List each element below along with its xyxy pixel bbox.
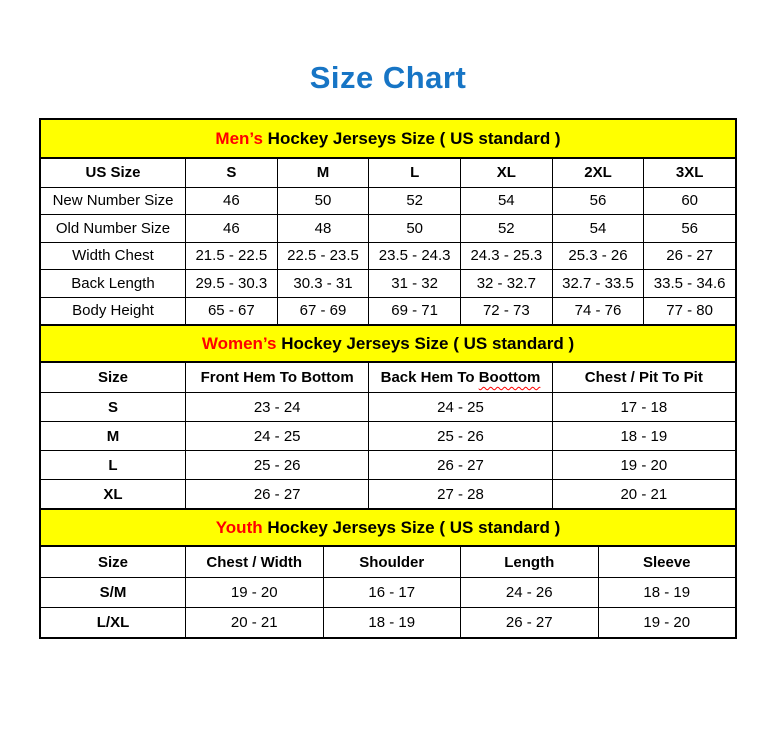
column-header: M xyxy=(277,159,369,187)
table-cell: 26 - 27 xyxy=(185,480,368,508)
section-highlight-youth: Youth xyxy=(215,517,263,537)
mens-table-row xyxy=(41,187,735,215)
table-cell: 25 - 26 xyxy=(368,422,551,450)
column-header: Chest / Pit To Pit xyxy=(552,363,735,392)
section-highlight-womens: Women’s xyxy=(201,333,277,353)
youth-table-row xyxy=(41,607,735,637)
table-cell: 19 - 20 xyxy=(552,451,735,479)
table-cell: 18 - 19 xyxy=(552,422,735,450)
table-cell: 18 - 19 xyxy=(598,578,736,607)
table-cell: 32.7 - 33.5 xyxy=(552,270,644,297)
table-cell: 26 - 27 xyxy=(368,451,551,479)
youth-table-row xyxy=(41,577,735,607)
row-label: S xyxy=(107,398,118,416)
table-cell: 24 - 26 xyxy=(460,578,598,607)
section-title-youth: Hockey Jerseys Size ( US standard ) xyxy=(262,517,561,537)
table-cell: 46 xyxy=(185,188,277,215)
row-label: New Number Size xyxy=(52,192,174,210)
misspelled-word: Boottom xyxy=(478,369,541,386)
column-header: Shoulder xyxy=(323,547,461,577)
table-cell: 46 xyxy=(185,215,277,242)
table-cell: 33.5 - 34.6 xyxy=(643,270,735,297)
table-cell: 52 xyxy=(368,188,460,215)
womens-table-row xyxy=(41,421,735,450)
column-header: Front Hem To Bottom xyxy=(185,363,368,392)
table-cell: 20 - 21 xyxy=(552,480,735,508)
column-header: Size xyxy=(97,553,128,571)
section-highlight-mens: Men’s xyxy=(215,128,263,148)
column-header: S xyxy=(185,159,277,187)
column-header: Size xyxy=(97,369,128,386)
section-header-womens xyxy=(41,324,735,363)
mens-table-row xyxy=(41,297,735,325)
row-label: Back Length xyxy=(71,274,155,292)
table-cell: 50 xyxy=(368,215,460,242)
row-label: Width Chest xyxy=(72,247,154,265)
row-label: M xyxy=(106,427,120,445)
table-cell: 24 - 25 xyxy=(368,393,551,421)
size-chart-table xyxy=(39,118,737,639)
table-cell: 31 - 32 xyxy=(368,270,460,297)
row-label: L/XL xyxy=(96,614,130,631)
womens-table-row xyxy=(41,479,735,508)
table-cell: 52 xyxy=(460,215,552,242)
mens-table-row xyxy=(41,242,735,270)
column-header: US Size xyxy=(85,164,141,182)
row-label: Body Height xyxy=(72,302,154,320)
column-header: Sleeve xyxy=(598,547,736,577)
table-cell: 54 xyxy=(460,188,552,215)
mens-table-row xyxy=(41,214,735,242)
column-header: 3XL xyxy=(643,159,735,187)
column-header-text: Back Hem To xyxy=(380,369,479,386)
table-cell: 24.3 - 25.3 xyxy=(460,243,552,270)
section-header-youth xyxy=(41,508,735,547)
table-cell: 65 - 67 xyxy=(185,298,277,325)
table-cell: 23 - 24 xyxy=(185,393,368,421)
table-cell: 56 xyxy=(643,215,735,242)
womens-table-row xyxy=(41,450,735,479)
table-cell: 25.3 - 26 xyxy=(552,243,644,270)
row-label: XL xyxy=(103,485,123,503)
table-cell: 32 - 32.7 xyxy=(460,270,552,297)
table-cell: 23.5 - 24.3 xyxy=(368,243,460,270)
table-cell: 26 - 27 xyxy=(643,243,735,270)
table-cell: 27 - 28 xyxy=(368,480,551,508)
table-cell: 54 xyxy=(552,215,644,242)
table-cell: 74 - 76 xyxy=(552,298,644,325)
table-cell: 72 - 73 xyxy=(460,298,552,325)
table-cell: 29.5 - 30.3 xyxy=(185,270,277,297)
row-label: L xyxy=(108,456,118,474)
page-title: Size Chart xyxy=(309,60,467,95)
womens-table-row xyxy=(41,392,735,421)
table-cell: 18 - 19 xyxy=(323,608,461,637)
table-cell: 69 - 71 xyxy=(368,298,460,325)
row-label: S/M xyxy=(99,584,127,601)
table-cell: 60 xyxy=(643,188,735,215)
table-cell: 19 - 20 xyxy=(185,578,323,607)
column-header xyxy=(368,363,551,392)
page xyxy=(0,60,776,639)
column-header: XL xyxy=(460,159,552,187)
mens-column-header-row xyxy=(41,159,735,187)
table-cell: 26 - 27 xyxy=(460,608,598,637)
section-header-mens xyxy=(41,120,735,159)
womens-column-header-row xyxy=(41,363,735,392)
column-header: L xyxy=(368,159,460,187)
table-cell: 25 - 26 xyxy=(185,451,368,479)
column-header: Chest / Width xyxy=(185,547,323,577)
row-label: Old Number Size xyxy=(55,219,171,237)
table-cell: 56 xyxy=(552,188,644,215)
column-header: Length xyxy=(460,547,598,577)
table-cell: 50 xyxy=(277,188,369,215)
table-cell: 48 xyxy=(277,215,369,242)
table-cell: 16 - 17 xyxy=(323,578,461,607)
table-cell: 22.5 - 23.5 xyxy=(277,243,369,270)
table-cell: 17 - 18 xyxy=(552,393,735,421)
mens-table-row xyxy=(41,269,735,297)
section-title-mens: Hockey Jerseys Size ( US standard ) xyxy=(262,128,561,148)
section-title-womens: Hockey Jerseys Size ( US standard ) xyxy=(276,333,575,353)
table-cell: 20 - 21 xyxy=(185,608,323,637)
table-cell: 24 - 25 xyxy=(185,422,368,450)
table-cell: 30.3 - 31 xyxy=(277,270,369,297)
table-cell: 21.5 - 22.5 xyxy=(185,243,277,270)
column-header: 2XL xyxy=(552,159,644,187)
youth-column-header-row xyxy=(41,547,735,577)
table-cell: 19 - 20 xyxy=(598,608,736,637)
table-cell: 77 - 80 xyxy=(643,298,735,325)
table-cell: 67 - 69 xyxy=(277,298,369,325)
